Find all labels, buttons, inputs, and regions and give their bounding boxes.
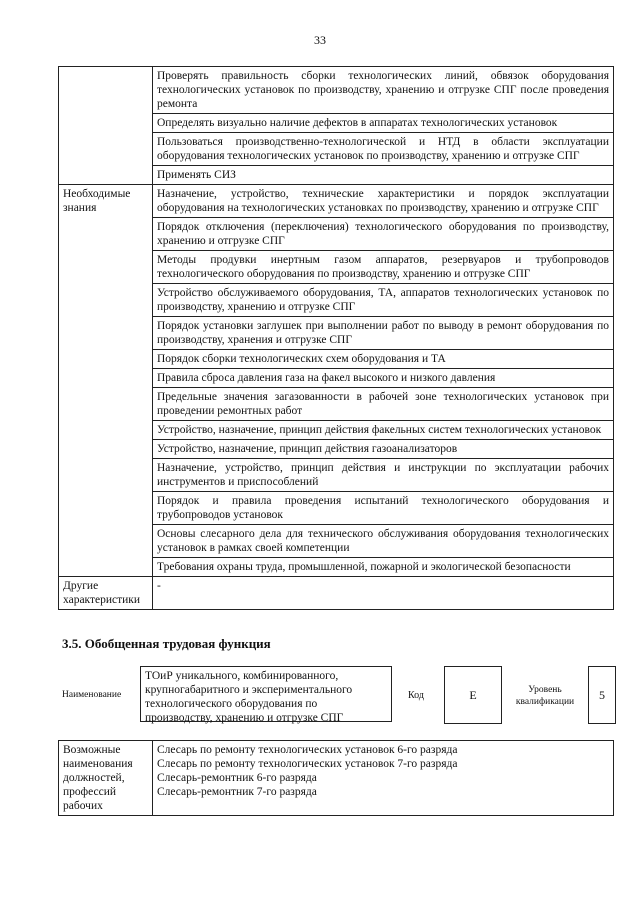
generalized-function-row [58,664,614,726]
other-characteristics-value: - [153,577,614,610]
function-name-box: ТОиР уникального, комбинированного, крупногабаритного и экспериментального технологического оборудования по производству, хранению и отгрузке СПГ [140,666,392,722]
knowledge-item: Правила сброса давления газа на факел высокого и низкого давления [153,369,614,388]
position-item: Слесарь-ремонтник 6-го разряда [157,772,317,784]
positions-table [58,740,614,816]
skill-item: Определять визуально наличие дефектов в аппаратах технологических установок [153,114,614,133]
positions-list [153,741,614,816]
table-row [59,741,614,816]
position-item: Слесарь по ремонту технологических установок 7-го разряда [157,758,458,770]
requirements-table [58,66,614,610]
knowledge-item: Порядок отключения (переключения) технологического оборудования по производству, хранению и отгрузке СПГ [153,218,614,251]
section-heading: 3.5. Обобщенная трудовая функция [62,636,271,651]
knowledge-item: Основы слесарного дела для технического обслуживания оборудования технологических установок в рамках своей компетенции [153,525,614,558]
knowledge-item: Устройство, назначение, принцип действия факельных систем технологических установок [153,421,614,440]
knowledge-item: Методы продувки инертным газом аппаратов, резервуаров и трубопроводов технологического оборудования по производству, хранению и отгрузке СПГ [153,251,614,284]
skill-item: Пользоваться производственно-технологической и НТД в области эксплуатации оборудования технологических установок по производству, хранению и отгрузке СПГ [153,133,614,166]
knowledge-item: Порядок установки заглушек при выполнении работ по выводу в ремонт оборудования по производству, хранения и отгрузке СПГ [153,317,614,350]
table-row [59,67,614,114]
knowledge-item: Требования охраны труда, промышленной, пожарной и экологической безопасности [153,558,614,577]
table-row [59,577,614,610]
knowledge-item: Назначение, устройство, технические характеристики и порядок эксплуатации оборудования на технологических установках по производству, хранению и отгрузке СПГ [153,185,614,218]
knowledge-item: Порядок сборки технологических схем оборудования и ТА [153,350,614,369]
knowledge-item: Назначение, устройство, принцип действия и инструкции по эксплуатации рабочих инструментов и приспособлений [153,459,614,492]
skill-item: Применять СИЗ [153,166,614,185]
skill-item: Проверять правильность сборки технологических линий, обвязок оборудования технологических установок по производству, хранению и отгрузке СПГ после проведения ремонта [153,67,614,114]
qualification-level-box: 5 [588,666,616,724]
knowledge-item: Порядок и правила проведения испытаний технологического оборудования и трубопроводов установок [153,492,614,525]
name-label: Наименование [62,690,122,700]
positions-label: Возможные наименования должностей, профессий рабочих [59,741,153,816]
code-label: Код [408,690,424,701]
knowledge-item: Предельные значения загазованности в рабочей зоне технологических установок при проведении ремонтных работ [153,388,614,421]
position-item: Слесарь-ремонтник 7-го разряда [157,786,317,798]
other-characteristics-label: Другие характеристики [59,577,153,610]
skills-label-cell [59,67,153,185]
code-value-box: E [444,666,502,724]
qualification-level-label: Уровень квалификации [515,685,575,707]
position-item: Слесарь по ремонту технологических установок 6-го разряда [157,744,458,756]
knowledge-label: Необходимые знания [59,185,153,577]
knowledge-item: Устройство, назначение, принцип действия газоанализаторов [153,440,614,459]
knowledge-item: Устройство обслуживаемого оборудования, ТА, аппаратов технологических установок по производству, хранению и отгрузке СПГ [153,284,614,317]
table-row [59,185,614,218]
page-number: 33 [314,33,326,47]
